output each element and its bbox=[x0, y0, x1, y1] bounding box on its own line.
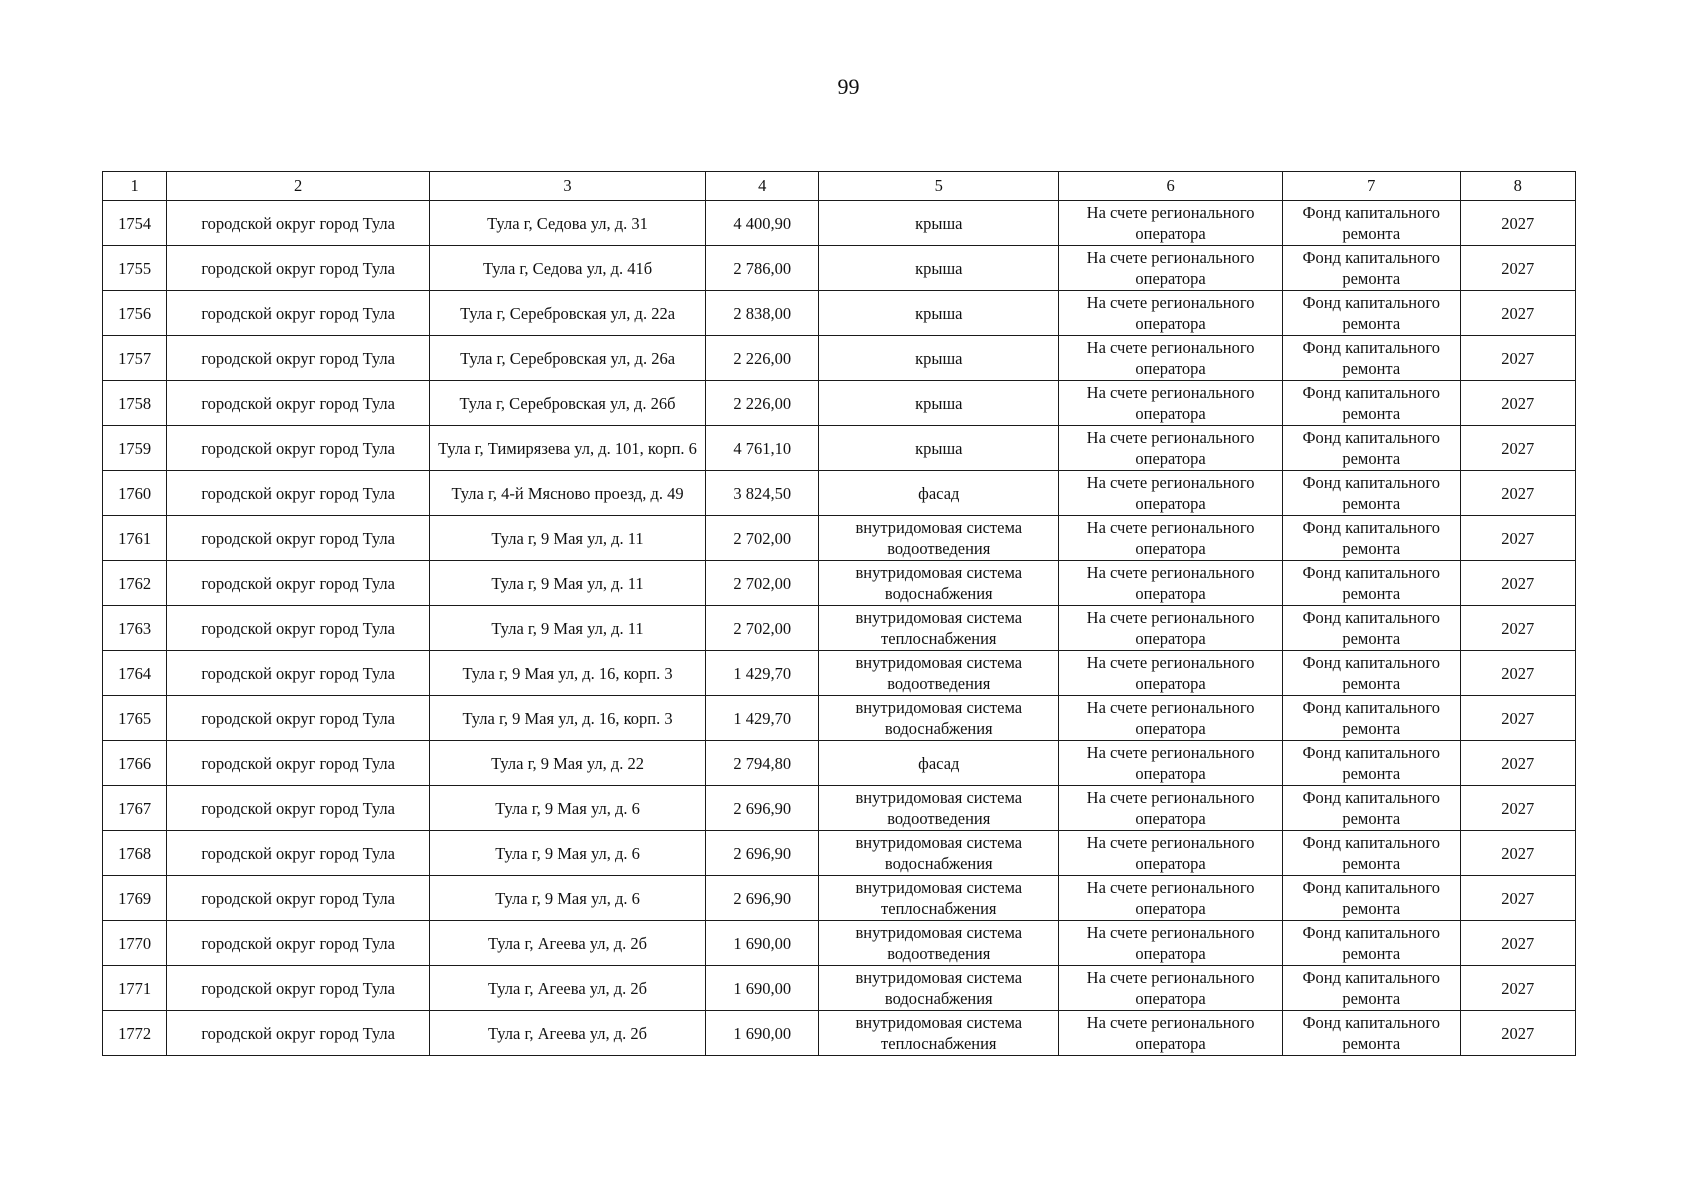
cell-row-number: 1760 bbox=[103, 471, 167, 516]
cell-work-type: фасад bbox=[819, 471, 1059, 516]
cell-fund-account: На счете регионального оператора bbox=[1059, 561, 1283, 606]
page-number: 99 bbox=[837, 74, 860, 99]
cell-work-type: крыша bbox=[819, 201, 1059, 246]
cell-row-number: 1771 bbox=[103, 966, 167, 1011]
cell-funding-source: Фонд капитального ремонта bbox=[1282, 876, 1460, 921]
cell-area: 2 226,00 bbox=[706, 336, 819, 381]
cell-area: 2 226,00 bbox=[706, 381, 819, 426]
cell-year: 2027 bbox=[1460, 561, 1575, 606]
cell-area: 1 690,00 bbox=[706, 1011, 819, 1056]
cell-area: 1 690,00 bbox=[706, 966, 819, 1011]
cell-municipality: городской округ город Тула bbox=[167, 786, 430, 831]
table-row bbox=[103, 696, 1576, 741]
cell-funding-source: Фонд капитального ремонта bbox=[1282, 966, 1460, 1011]
cell-address: Тула г, 9 Мая ул, д. 6 bbox=[430, 876, 706, 921]
cell-address: Тула г, Серебровская ул, д. 26б bbox=[430, 381, 706, 426]
table-row bbox=[103, 741, 1576, 786]
cell-row-number: 1759 bbox=[103, 426, 167, 471]
cell-municipality: городской округ город Тула bbox=[167, 921, 430, 966]
cell-year: 2027 bbox=[1460, 651, 1575, 696]
cell-funding-source: Фонд капитального ремонта bbox=[1282, 516, 1460, 561]
column-header-7: 7 bbox=[1282, 172, 1460, 201]
cell-address: Тула г, 4-й Мясново проезд, д. 49 bbox=[430, 471, 706, 516]
table-body bbox=[103, 201, 1576, 1056]
table-row bbox=[103, 786, 1576, 831]
cell-row-number: 1767 bbox=[103, 786, 167, 831]
cell-address: Тула г, 9 Мая ул, д. 6 bbox=[430, 786, 706, 831]
cell-address: Тула г, 9 Мая ул, д. 11 bbox=[430, 516, 706, 561]
cell-address: Тула г, Седова ул, д. 41б bbox=[430, 246, 706, 291]
cell-area: 1 429,70 bbox=[706, 696, 819, 741]
cell-fund-account: На счете регионального оператора bbox=[1059, 831, 1283, 876]
cell-fund-account: На счете регионального оператора bbox=[1059, 201, 1283, 246]
cell-row-number: 1764 bbox=[103, 651, 167, 696]
cell-work-type: внутридомовая система водоснабжения bbox=[819, 831, 1059, 876]
cell-fund-account: На счете регионального оператора bbox=[1059, 1011, 1283, 1056]
table-row bbox=[103, 561, 1576, 606]
cell-row-number: 1762 bbox=[103, 561, 167, 606]
cell-year: 2027 bbox=[1460, 291, 1575, 336]
table-row bbox=[103, 246, 1576, 291]
cell-fund-account: На счете регионального оператора bbox=[1059, 786, 1283, 831]
cell-funding-source: Фонд капитального ремонта bbox=[1282, 606, 1460, 651]
cell-municipality: городской округ город Тула bbox=[167, 561, 430, 606]
table-row bbox=[103, 291, 1576, 336]
cell-area: 2 702,00 bbox=[706, 606, 819, 651]
cell-municipality: городской округ город Тула bbox=[167, 336, 430, 381]
cell-municipality: городской округ город Тула bbox=[167, 291, 430, 336]
table-row bbox=[103, 651, 1576, 696]
cell-work-type: крыша bbox=[819, 291, 1059, 336]
cell-fund-account: На счете регионального оператора bbox=[1059, 876, 1283, 921]
table-row bbox=[103, 876, 1576, 921]
cell-municipality: городской округ город Тула bbox=[167, 471, 430, 516]
cell-municipality: городской округ город Тула bbox=[167, 516, 430, 561]
cell-address: Тула г, 9 Мая ул, д. 16, корп. 3 bbox=[430, 696, 706, 741]
column-header-6: 6 bbox=[1059, 172, 1283, 201]
cell-funding-source: Фонд капитального ремонта bbox=[1282, 921, 1460, 966]
cell-year: 2027 bbox=[1460, 471, 1575, 516]
cell-work-type: внутридомовая система водоотведения bbox=[819, 786, 1059, 831]
cell-municipality: городской округ город Тула bbox=[167, 381, 430, 426]
column-header-2: 2 bbox=[167, 172, 430, 201]
cell-year: 2027 bbox=[1460, 921, 1575, 966]
cell-fund-account: На счете регионального оператора bbox=[1059, 336, 1283, 381]
table-row bbox=[103, 966, 1576, 1011]
cell-year: 2027 bbox=[1460, 336, 1575, 381]
cell-row-number: 1772 bbox=[103, 1011, 167, 1056]
cell-row-number: 1761 bbox=[103, 516, 167, 561]
cell-funding-source: Фонд капитального ремонта bbox=[1282, 426, 1460, 471]
cell-funding-source: Фонд капитального ремонта bbox=[1282, 786, 1460, 831]
cell-work-type: крыша bbox=[819, 336, 1059, 381]
cell-work-type: крыша bbox=[819, 426, 1059, 471]
cell-area: 2 838,00 bbox=[706, 291, 819, 336]
cell-address: Тула г, Агеева ул, д. 2б bbox=[430, 921, 706, 966]
cell-year: 2027 bbox=[1460, 381, 1575, 426]
cell-fund-account: На счете регионального оператора bbox=[1059, 606, 1283, 651]
header-row bbox=[103, 172, 1576, 201]
table-row bbox=[103, 1011, 1576, 1056]
cell-area: 2 696,90 bbox=[706, 786, 819, 831]
cell-fund-account: На счете регионального оператора bbox=[1059, 741, 1283, 786]
cell-fund-account: На счете регионального оператора bbox=[1059, 381, 1283, 426]
cell-row-number: 1768 bbox=[103, 831, 167, 876]
table-header bbox=[103, 172, 1576, 201]
cell-year: 2027 bbox=[1460, 606, 1575, 651]
cell-work-type: крыша bbox=[819, 381, 1059, 426]
cell-municipality: городской округ город Тула bbox=[167, 831, 430, 876]
cell-work-type: внутридомовая система водоснабжения bbox=[819, 966, 1059, 1011]
cell-year: 2027 bbox=[1460, 696, 1575, 741]
cell-row-number: 1763 bbox=[103, 606, 167, 651]
cell-address: Тула г, 9 Мая ул, д. 11 bbox=[430, 606, 706, 651]
cell-year: 2027 bbox=[1460, 1011, 1575, 1056]
cell-address: Тула г, Агеева ул, д. 2б bbox=[430, 1011, 706, 1056]
cell-address: Тула г, Серебровская ул, д. 22а bbox=[430, 291, 706, 336]
cell-funding-source: Фонд капитального ремонта bbox=[1282, 201, 1460, 246]
cell-funding-source: Фонд капитального ремонта bbox=[1282, 246, 1460, 291]
column-header-3: 3 bbox=[430, 172, 706, 201]
cell-year: 2027 bbox=[1460, 516, 1575, 561]
cell-area: 4 400,90 bbox=[706, 201, 819, 246]
cell-work-type: фасад bbox=[819, 741, 1059, 786]
cell-municipality: городской округ город Тула bbox=[167, 651, 430, 696]
cell-municipality: городской округ город Тула bbox=[167, 696, 430, 741]
table-row bbox=[103, 921, 1576, 966]
cell-row-number: 1755 bbox=[103, 246, 167, 291]
cell-row-number: 1757 bbox=[103, 336, 167, 381]
cell-fund-account: На счете регионального оператора bbox=[1059, 426, 1283, 471]
cell-municipality: городской округ город Тула bbox=[167, 426, 430, 471]
cell-area: 2 702,00 bbox=[706, 561, 819, 606]
cell-address: Тула г, 9 Мая ул, д. 6 bbox=[430, 831, 706, 876]
cell-year: 2027 bbox=[1460, 786, 1575, 831]
cell-fund-account: На счете регионального оператора bbox=[1059, 471, 1283, 516]
cell-address: Тула г, 9 Мая ул, д. 16, корп. 3 bbox=[430, 651, 706, 696]
capital-repair-table bbox=[102, 171, 1576, 1056]
cell-area: 1 429,70 bbox=[706, 651, 819, 696]
table-row bbox=[103, 336, 1576, 381]
cell-area: 2 696,90 bbox=[706, 831, 819, 876]
cell-fund-account: На счете регионального оператора bbox=[1059, 246, 1283, 291]
cell-area: 2 786,00 bbox=[706, 246, 819, 291]
cell-address: Тула г, 9 Мая ул, д. 22 bbox=[430, 741, 706, 786]
cell-municipality: городской округ город Тула bbox=[167, 966, 430, 1011]
cell-row-number: 1766 bbox=[103, 741, 167, 786]
cell-address: Тула г, 9 Мая ул, д. 11 bbox=[430, 561, 706, 606]
cell-funding-source: Фонд капитального ремонта bbox=[1282, 741, 1460, 786]
cell-row-number: 1769 bbox=[103, 876, 167, 921]
cell-municipality: городской округ город Тула bbox=[167, 606, 430, 651]
cell-funding-source: Фонд капитального ремонта bbox=[1282, 561, 1460, 606]
table-row bbox=[103, 381, 1576, 426]
cell-funding-source: Фонд капитального ремонта bbox=[1282, 381, 1460, 426]
cell-address: Тула г, Тимирязева ул, д. 101, корп. 6 bbox=[430, 426, 706, 471]
column-header-1: 1 bbox=[103, 172, 167, 201]
cell-year: 2027 bbox=[1460, 741, 1575, 786]
cell-work-type: внутридомовая система водоотведения bbox=[819, 651, 1059, 696]
cell-work-type: внутридомовая система теплоснабжения bbox=[819, 1011, 1059, 1056]
cell-municipality: городской округ город Тула bbox=[167, 201, 430, 246]
cell-year: 2027 bbox=[1460, 966, 1575, 1011]
cell-row-number: 1758 bbox=[103, 381, 167, 426]
cell-work-type: крыша bbox=[819, 246, 1059, 291]
cell-funding-source: Фонд капитального ремонта bbox=[1282, 291, 1460, 336]
cell-fund-account: На счете регионального оператора bbox=[1059, 651, 1283, 696]
cell-funding-source: Фонд капитального ремонта bbox=[1282, 471, 1460, 516]
cell-municipality: городской округ город Тула bbox=[167, 741, 430, 786]
cell-municipality: городской округ город Тула bbox=[167, 246, 430, 291]
cell-funding-source: Фонд капитального ремонта bbox=[1282, 831, 1460, 876]
cell-year: 2027 bbox=[1460, 426, 1575, 471]
cell-area: 2 794,80 bbox=[706, 741, 819, 786]
cell-work-type: внутридомовая система водоотведения bbox=[819, 516, 1059, 561]
cell-row-number: 1770 bbox=[103, 921, 167, 966]
cell-work-type: внутридомовая система водоснабжения bbox=[819, 561, 1059, 606]
cell-municipality: городской округ город Тула bbox=[167, 1011, 430, 1056]
cell-work-type: внутридомовая система водоснабжения bbox=[819, 696, 1059, 741]
column-header-8: 8 bbox=[1460, 172, 1575, 201]
cell-year: 2027 bbox=[1460, 246, 1575, 291]
column-header-4: 4 bbox=[706, 172, 819, 201]
cell-row-number: 1756 bbox=[103, 291, 167, 336]
cell-address: Тула г, Седова ул, д. 31 bbox=[430, 201, 706, 246]
cell-fund-account: На счете регионального оператора bbox=[1059, 516, 1283, 561]
cell-municipality: городской округ город Тула bbox=[167, 876, 430, 921]
cell-fund-account: На счете регионального оператора bbox=[1059, 966, 1283, 1011]
table-row bbox=[103, 471, 1576, 516]
cell-address: Тула г, Серебровская ул, д. 26а bbox=[430, 336, 706, 381]
cell-area: 3 824,50 bbox=[706, 471, 819, 516]
cell-year: 2027 bbox=[1460, 201, 1575, 246]
cell-area: 2 702,00 bbox=[706, 516, 819, 561]
cell-area: 4 761,10 bbox=[706, 426, 819, 471]
cell-funding-source: Фонд капитального ремонта bbox=[1282, 651, 1460, 696]
cell-funding-source: Фонд капитального ремонта bbox=[1282, 1011, 1460, 1056]
cell-work-type: внутридомовая система водоотведения bbox=[819, 921, 1059, 966]
cell-year: 2027 bbox=[1460, 831, 1575, 876]
cell-work-type: внутридомовая система теплоснабжения bbox=[819, 876, 1059, 921]
table-row bbox=[103, 606, 1576, 651]
cell-area: 1 690,00 bbox=[706, 921, 819, 966]
cell-row-number: 1754 bbox=[103, 201, 167, 246]
table-row bbox=[103, 831, 1576, 876]
cell-year: 2027 bbox=[1460, 876, 1575, 921]
cell-address: Тула г, Агеева ул, д. 2б bbox=[430, 966, 706, 1011]
table-row bbox=[103, 426, 1576, 471]
table-row bbox=[103, 201, 1576, 246]
cell-funding-source: Фонд капитального ремонта bbox=[1282, 336, 1460, 381]
cell-fund-account: На счете регионального оператора bbox=[1059, 291, 1283, 336]
cell-work-type: внутридомовая система теплоснабжения bbox=[819, 606, 1059, 651]
cell-funding-source: Фонд капитального ремонта bbox=[1282, 696, 1460, 741]
cell-fund-account: На счете регионального оператора bbox=[1059, 696, 1283, 741]
cell-row-number: 1765 bbox=[103, 696, 167, 741]
column-header-5: 5 bbox=[819, 172, 1059, 201]
table-row bbox=[103, 516, 1576, 561]
cell-area: 2 696,90 bbox=[706, 876, 819, 921]
cell-fund-account: На счете регионального оператора bbox=[1059, 921, 1283, 966]
